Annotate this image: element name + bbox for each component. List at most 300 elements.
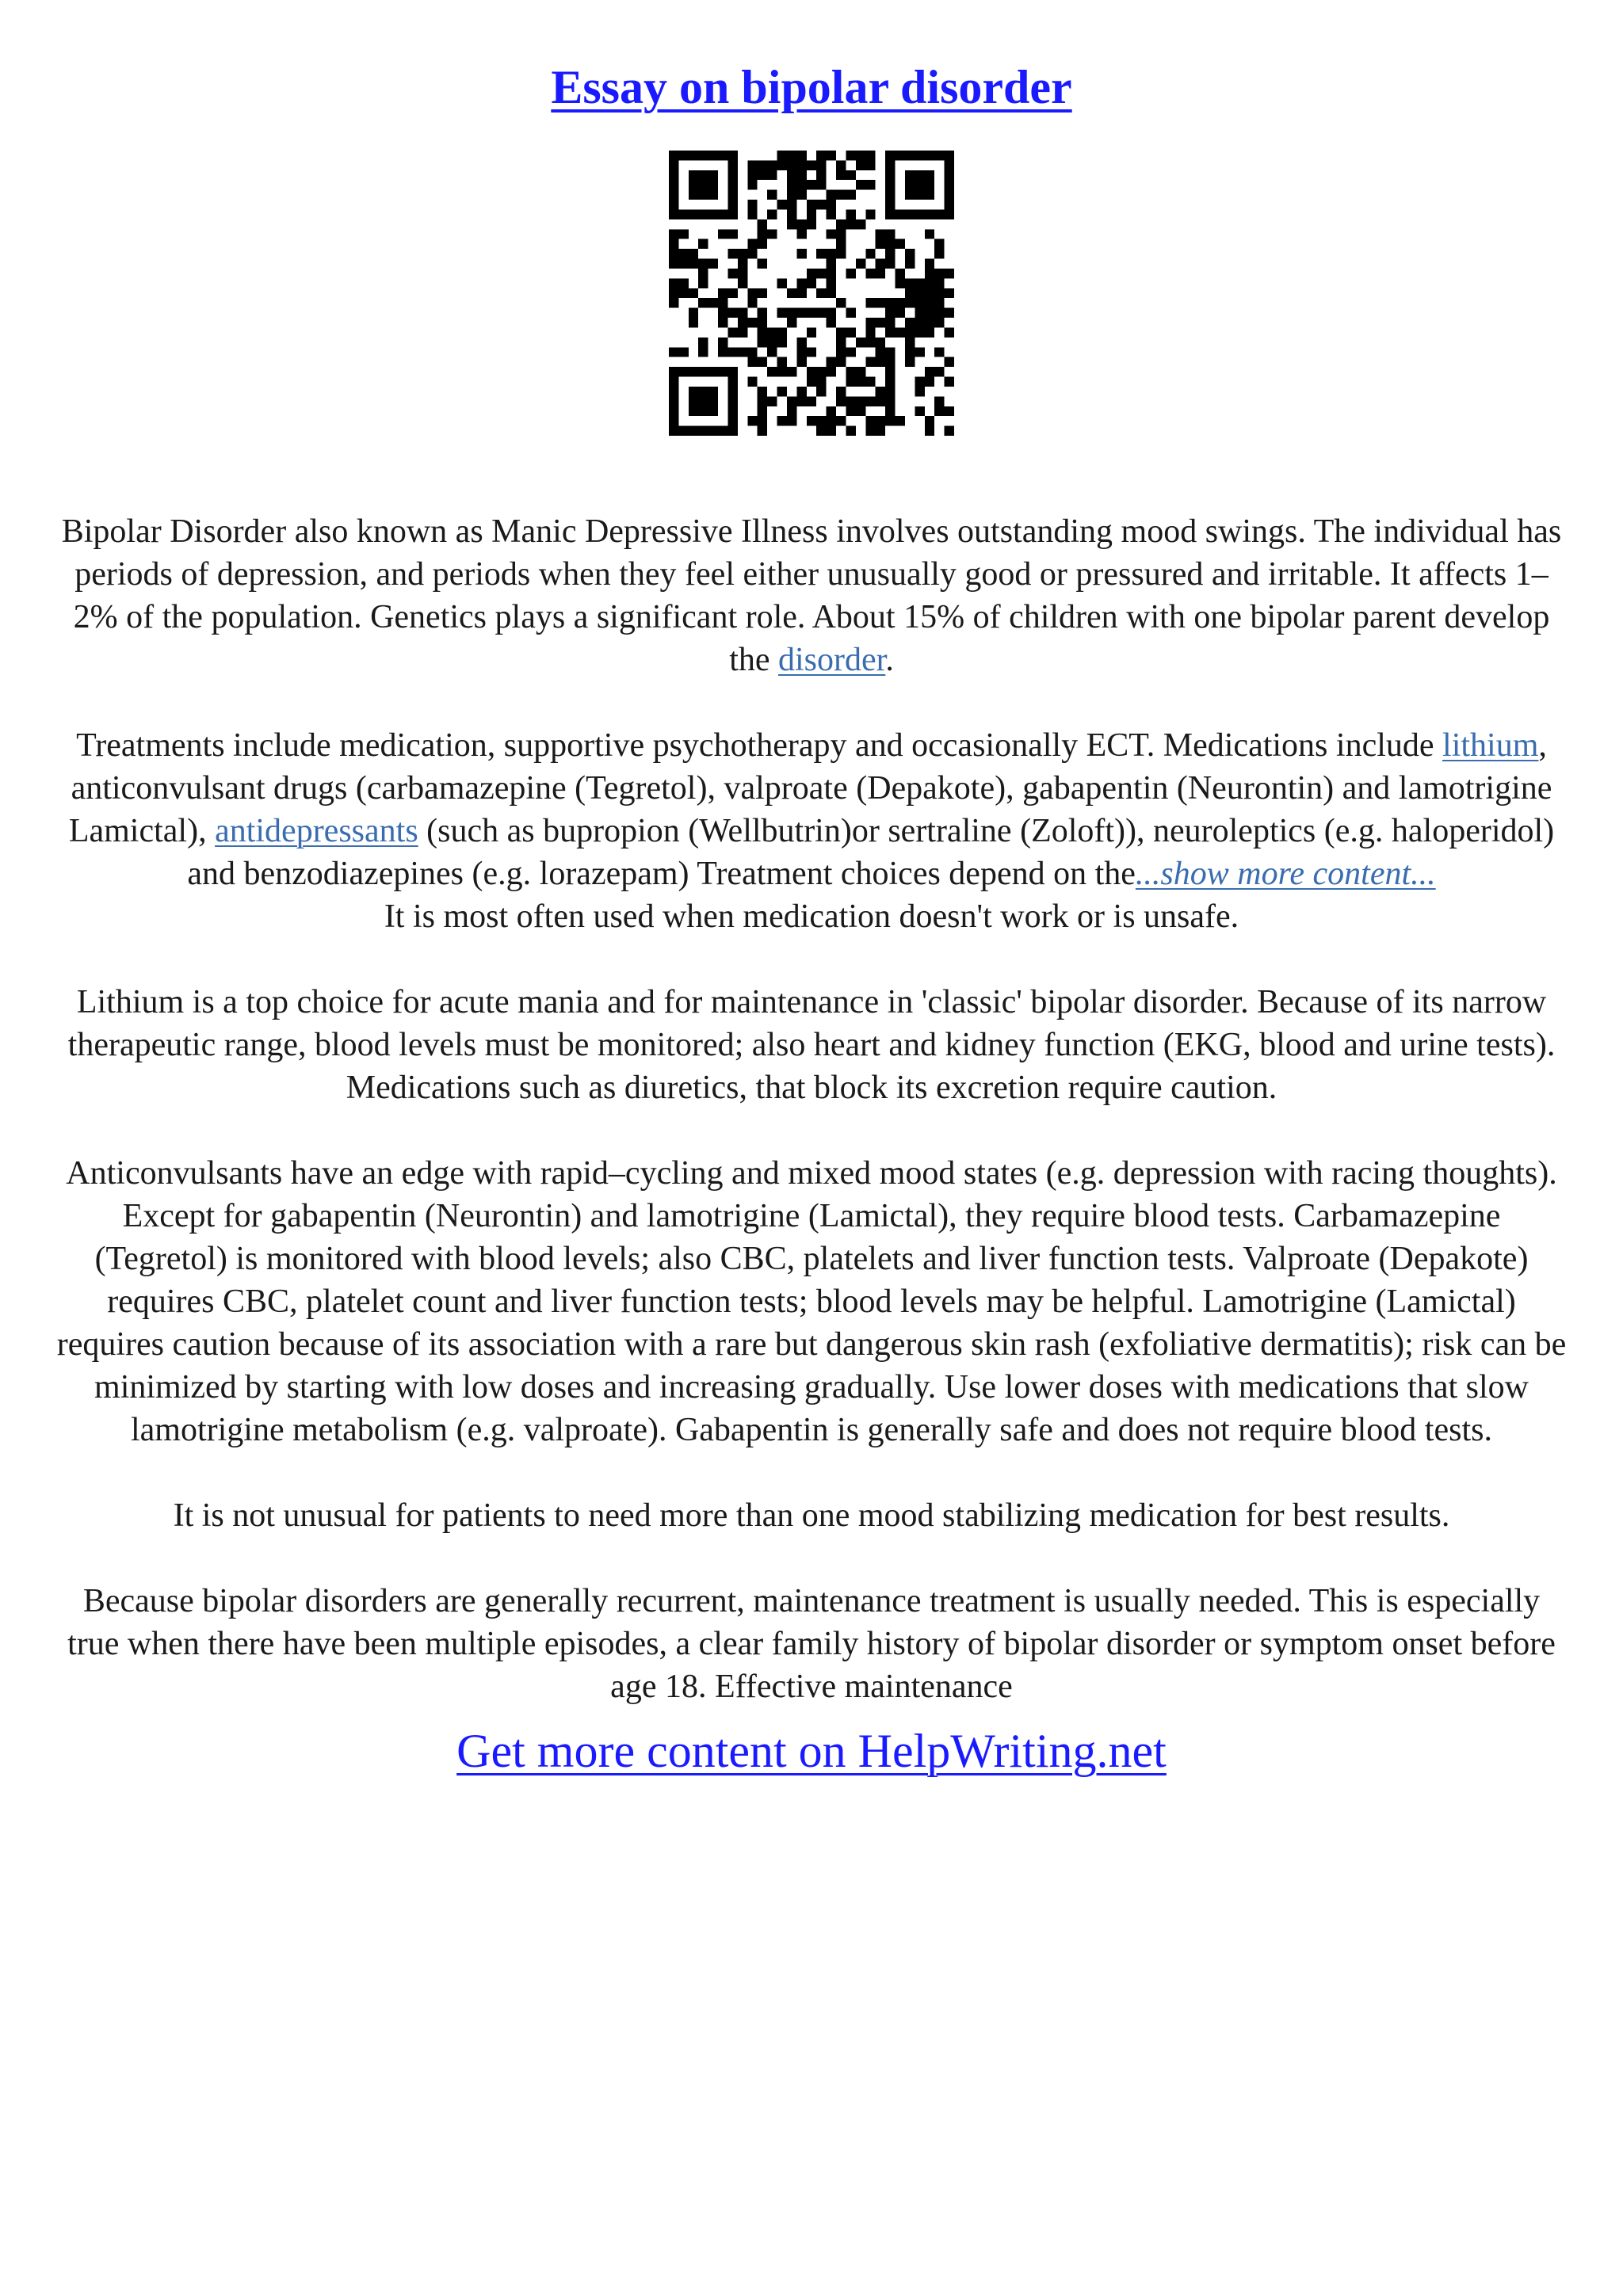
qr-module bbox=[669, 396, 678, 406]
qr-module bbox=[787, 406, 796, 416]
qr-module bbox=[885, 190, 895, 200]
qr-module bbox=[718, 298, 727, 307]
qr-module bbox=[846, 327, 855, 337]
qr-module bbox=[747, 200, 757, 209]
qr-module bbox=[747, 318, 757, 327]
qr-module bbox=[807, 200, 816, 209]
qr-module bbox=[925, 298, 934, 307]
antidepressants-link[interactable]: antidepressants bbox=[215, 813, 418, 849]
qr-module bbox=[727, 200, 737, 209]
qr-module bbox=[777, 387, 787, 396]
qr-module bbox=[885, 298, 895, 307]
qr-module bbox=[758, 327, 767, 337]
qr-module bbox=[796, 151, 806, 160]
qr-module bbox=[885, 239, 895, 249]
qr-module bbox=[827, 416, 836, 425]
qr-module bbox=[865, 249, 875, 258]
qr-module bbox=[905, 318, 915, 327]
qr-module bbox=[777, 151, 787, 160]
qr-module bbox=[758, 308, 767, 318]
qr-module bbox=[885, 308, 895, 318]
qr-module bbox=[876, 229, 885, 238]
qr-module bbox=[678, 249, 688, 258]
qr-module bbox=[827, 269, 836, 278]
qr-module bbox=[865, 327, 875, 337]
qr-module bbox=[945, 200, 954, 209]
qr-module bbox=[807, 308, 816, 318]
qr-module bbox=[767, 229, 777, 238]
qr-module bbox=[758, 259, 767, 269]
qr-module bbox=[846, 269, 855, 278]
qr-module bbox=[718, 151, 727, 160]
qr-module bbox=[767, 160, 777, 170]
qr-module bbox=[925, 416, 934, 425]
qr-module bbox=[758, 406, 767, 416]
qr-module bbox=[678, 259, 688, 269]
qr-module bbox=[934, 308, 944, 318]
qr-module bbox=[787, 308, 796, 318]
qr-module bbox=[698, 396, 708, 406]
qr-module bbox=[905, 327, 915, 337]
qr-module bbox=[727, 406, 737, 416]
qr-module bbox=[787, 180, 796, 189]
qr-module bbox=[807, 347, 816, 357]
qr-module bbox=[758, 416, 767, 425]
qr-module bbox=[945, 377, 954, 387]
qr-module bbox=[856, 219, 865, 229]
qr-module bbox=[698, 387, 708, 396]
qr-module bbox=[698, 259, 708, 269]
qr-module bbox=[727, 308, 737, 318]
qr-module bbox=[885, 209, 895, 219]
qr-module bbox=[846, 219, 855, 229]
qr-module bbox=[836, 387, 846, 396]
qr-module bbox=[876, 426, 885, 436]
qr-module bbox=[846, 190, 855, 200]
qr-module bbox=[718, 347, 727, 357]
qr-code-icon bbox=[669, 151, 954, 436]
qr-module bbox=[727, 249, 737, 258]
qr-module bbox=[718, 229, 727, 238]
qr-module bbox=[896, 269, 905, 278]
qr-module bbox=[669, 180, 678, 189]
paragraph-treatments-text-c: (such as bupropion (Wellbutrin)or sertraline (Zoloft)), neuroleptics (e.g. haloperidol) and benzodiazepines (e.g. lorazepam) Treatment choices depend on the bbox=[187, 813, 1555, 892]
qr-module bbox=[787, 416, 796, 425]
qr-module bbox=[727, 229, 737, 238]
qr-module bbox=[846, 406, 855, 416]
qr-module bbox=[885, 180, 895, 189]
qr-module bbox=[807, 416, 816, 425]
qr-module bbox=[934, 396, 944, 406]
qr-module bbox=[945, 160, 954, 170]
qr-module bbox=[896, 416, 905, 425]
qr-module bbox=[767, 396, 777, 406]
qr-module bbox=[796, 170, 806, 180]
qr-module bbox=[777, 327, 787, 337]
qr-module bbox=[718, 367, 727, 376]
paragraph-intro-end: . bbox=[885, 642, 894, 678]
qr-module bbox=[669, 367, 678, 376]
qr-module bbox=[708, 406, 718, 416]
qr-module bbox=[727, 160, 737, 170]
qr-module bbox=[816, 180, 826, 189]
qr-module bbox=[905, 259, 915, 269]
qr-module bbox=[669, 347, 678, 357]
qr-module bbox=[816, 170, 826, 180]
qr-module bbox=[876, 259, 885, 269]
qr-module bbox=[925, 278, 934, 288]
qr-module bbox=[689, 209, 698, 219]
qr-module bbox=[865, 151, 875, 160]
qr-module bbox=[876, 396, 885, 406]
qr-module bbox=[727, 347, 737, 357]
qr-module bbox=[934, 298, 944, 307]
qr-module bbox=[846, 426, 855, 436]
qr-module bbox=[758, 288, 767, 298]
qr-module bbox=[885, 377, 895, 387]
qr-module bbox=[836, 239, 846, 249]
qr-module bbox=[827, 318, 836, 327]
qr-module bbox=[896, 308, 905, 318]
qr-module bbox=[708, 259, 718, 269]
qr-module bbox=[885, 327, 895, 337]
qr-module bbox=[669, 288, 678, 298]
qr-module bbox=[827, 200, 836, 209]
qr-module bbox=[827, 308, 836, 318]
qr-module bbox=[925, 426, 934, 436]
qr-module bbox=[885, 396, 895, 406]
qr-module bbox=[896, 239, 905, 249]
qr-module bbox=[807, 396, 816, 406]
qr-module bbox=[669, 209, 678, 219]
qr-module bbox=[836, 170, 846, 180]
qr-module bbox=[698, 209, 708, 219]
qr-module bbox=[915, 387, 924, 396]
qr-module bbox=[777, 357, 787, 367]
essay-title-link[interactable]: Essay on bipolar disorder bbox=[551, 61, 1072, 113]
qr-module bbox=[925, 269, 934, 278]
paragraph-anticonvulsants: Anticonvulsants have an edge with rapid–cycling and mixed mood states (e.g. depression with racing thoughts). Except for gabapentin (Neurontin) and lamotrigine (Lamictal), they require blood tests. Carbamazepine (Tegretol) is monitored with blood levels; also CBC, platelets and liver function tests. Valproate (Depakote) requires CBC, platelet count and liver function tests; blood levels may be helpful. Lamotrigine (Lamictal) requires caution because of its association with a rare but dangerous skin rash (exfoliative dermatitis); risk can be minimized by starting with low doses and increasing gradually. Use lower doses with medications that slow lamotrigine metabolism (e.g. valproate). Gabapentin is generally safe and does not require blood tests. bbox=[56, 1155, 1567, 1448]
qr-module bbox=[777, 338, 787, 347]
qr-module bbox=[698, 269, 708, 278]
qr-module bbox=[807, 219, 816, 229]
qr-module bbox=[777, 308, 787, 318]
qr-module bbox=[796, 308, 806, 318]
qr-module bbox=[796, 229, 806, 238]
qr-module bbox=[885, 387, 895, 396]
qr-module bbox=[945, 327, 954, 337]
qr-module bbox=[758, 357, 767, 367]
qr-module bbox=[876, 269, 885, 278]
qr-module bbox=[738, 318, 747, 327]
qr-module bbox=[934, 406, 944, 416]
qr-module bbox=[718, 209, 727, 219]
qr-module bbox=[796, 278, 806, 288]
qr-module bbox=[905, 190, 915, 200]
qr-module bbox=[865, 298, 875, 307]
qr-module bbox=[787, 219, 796, 229]
qr-module bbox=[896, 327, 905, 337]
qr-module bbox=[827, 278, 836, 288]
qr-module bbox=[945, 180, 954, 189]
qr-module bbox=[787, 160, 796, 170]
qr-module bbox=[934, 278, 944, 288]
qr-module bbox=[747, 239, 757, 249]
qr-module bbox=[669, 259, 678, 269]
qr-module bbox=[836, 347, 846, 357]
qr-module bbox=[945, 269, 954, 278]
qr-module bbox=[678, 229, 688, 238]
qr-module bbox=[796, 396, 806, 406]
qr-module bbox=[905, 347, 915, 357]
qr-module bbox=[885, 160, 895, 170]
paragraph-intro-text: Bipolar Disorder also known as Manic Depressive Illness involves outstanding mood swings. The individual has periods of depression, and periods when they feel either unusually good or pressured and irritable. It affects 1–2% of the population. Genetics plays a significant role. About 15% of children with one bipolar parent develop the bbox=[61, 513, 1562, 678]
qr-module bbox=[836, 327, 846, 337]
qr-module bbox=[807, 160, 816, 170]
qr-module bbox=[896, 209, 905, 219]
helpwriting-footer-link[interactable]: Get more content on HelpWriting.net bbox=[456, 1725, 1167, 1777]
qr-module bbox=[727, 367, 737, 376]
qr-module bbox=[865, 269, 875, 278]
qr-module bbox=[915, 298, 924, 307]
qr-module bbox=[876, 318, 885, 327]
qr-module bbox=[945, 406, 954, 416]
qr-module bbox=[915, 180, 924, 189]
qr-module bbox=[856, 396, 865, 406]
qr-module bbox=[708, 180, 718, 189]
qr-module bbox=[827, 190, 836, 200]
paragraph-treatments bbox=[55, 724, 1568, 895]
qr-module bbox=[905, 298, 915, 307]
qr-module bbox=[777, 278, 787, 288]
qr-module bbox=[708, 170, 718, 180]
qr-module bbox=[905, 278, 915, 288]
lithium-link[interactable]: lithium bbox=[1442, 727, 1539, 764]
qr-module bbox=[689, 288, 698, 298]
qr-module bbox=[787, 170, 796, 180]
qr-module bbox=[865, 209, 875, 219]
qr-module bbox=[915, 288, 924, 298]
qr-module bbox=[796, 180, 806, 189]
qr-module bbox=[925, 190, 934, 200]
qr-module bbox=[905, 338, 915, 347]
qr-module bbox=[669, 229, 678, 238]
qr-module bbox=[915, 278, 924, 288]
qr-module bbox=[689, 387, 698, 396]
qr-module bbox=[787, 200, 796, 209]
qr-module bbox=[816, 387, 826, 396]
qr-module bbox=[827, 229, 836, 238]
paragraph-multiple-medications: It is not unusual for patients to need more than one mood stabilizing medication for best results. bbox=[173, 1497, 1450, 1534]
qr-module bbox=[669, 426, 678, 436]
qr-module bbox=[816, 200, 826, 209]
qr-module bbox=[925, 180, 934, 189]
qr-module bbox=[689, 180, 698, 189]
disorder-link[interactable]: disorder bbox=[778, 642, 886, 678]
qr-module bbox=[846, 308, 855, 318]
qr-module bbox=[945, 308, 954, 318]
qr-module bbox=[669, 377, 678, 387]
qr-module bbox=[738, 249, 747, 258]
qr-module bbox=[758, 239, 767, 249]
qr-module bbox=[807, 269, 816, 278]
qr-module bbox=[777, 200, 787, 209]
qr-module bbox=[689, 426, 698, 436]
qr-module bbox=[945, 426, 954, 436]
qr-module bbox=[876, 239, 885, 249]
qr-module bbox=[796, 219, 806, 229]
qr-module bbox=[718, 426, 727, 436]
qr-module bbox=[934, 151, 944, 160]
qr-module bbox=[678, 278, 688, 288]
qr-module bbox=[807, 367, 816, 376]
qr-module bbox=[669, 278, 678, 288]
qr-module bbox=[767, 347, 777, 357]
qr-module bbox=[698, 278, 708, 288]
qr-module bbox=[678, 367, 688, 376]
paragraph-lithium: Lithium is a top choice for acute mania and for maintenance in 'classic' bipolar disorder. Because of its narrow therapeutic range, blood levels must be monitored; also heart and kidney function (EKG, blood and urine tests). Medications such as diuretics, that block its excretion require caution. bbox=[67, 984, 1556, 1106]
qr-module bbox=[678, 347, 688, 357]
qr-module bbox=[689, 406, 698, 416]
qr-module bbox=[915, 170, 924, 180]
qr-module bbox=[678, 209, 688, 219]
qr-module bbox=[836, 190, 846, 200]
qr-module bbox=[678, 288, 688, 298]
qr-module bbox=[708, 387, 718, 396]
qr-module bbox=[915, 151, 924, 160]
qr-module bbox=[836, 396, 846, 406]
qr-module bbox=[915, 406, 924, 416]
qr-module bbox=[747, 180, 757, 189]
qr-module bbox=[945, 288, 954, 298]
qr-module bbox=[925, 367, 934, 376]
qr-module bbox=[905, 151, 915, 160]
qr-module bbox=[915, 209, 924, 219]
qr-module bbox=[934, 288, 944, 298]
qr-module bbox=[796, 357, 806, 367]
qr-module bbox=[727, 209, 737, 219]
qr-module bbox=[747, 416, 757, 425]
qr-module bbox=[708, 396, 718, 406]
qr-module bbox=[767, 327, 777, 337]
qr-module bbox=[727, 288, 737, 298]
qr-module bbox=[669, 239, 678, 249]
qr-module bbox=[698, 170, 708, 180]
qr-module bbox=[747, 347, 757, 357]
paragraph-intro bbox=[55, 510, 1568, 681]
qr-module bbox=[846, 377, 855, 387]
qr-module bbox=[925, 318, 934, 327]
qr-module bbox=[865, 377, 875, 387]
qr-module bbox=[787, 396, 796, 406]
qr-module bbox=[758, 160, 767, 170]
qr-module bbox=[689, 367, 698, 376]
qr-module bbox=[747, 160, 757, 170]
qr-module bbox=[727, 190, 737, 200]
qr-module bbox=[934, 239, 944, 249]
qr-module bbox=[689, 249, 698, 258]
qr-module bbox=[718, 288, 727, 298]
qr-module bbox=[925, 151, 934, 160]
qr-module bbox=[669, 170, 678, 180]
qr-code-graphic bbox=[669, 151, 954, 436]
qr-module bbox=[787, 367, 796, 376]
qr-module bbox=[787, 209, 796, 219]
qr-module bbox=[816, 151, 826, 160]
qr-module bbox=[698, 367, 708, 376]
qr-module bbox=[915, 308, 924, 318]
qr-module bbox=[777, 367, 787, 376]
qr-module bbox=[727, 416, 737, 425]
qr-module bbox=[758, 318, 767, 327]
qr-module bbox=[816, 416, 826, 425]
qr-module bbox=[896, 278, 905, 288]
qr-module bbox=[698, 239, 708, 249]
qr-module bbox=[846, 347, 855, 357]
qr-module bbox=[727, 180, 737, 189]
qr-module bbox=[747, 357, 757, 367]
qr-module bbox=[885, 259, 895, 269]
qr-module bbox=[767, 190, 777, 200]
qr-module bbox=[816, 269, 826, 278]
qr-module bbox=[727, 426, 737, 436]
qr-module bbox=[925, 327, 934, 337]
qr-module bbox=[796, 387, 806, 396]
qr-module bbox=[925, 377, 934, 387]
qr-module bbox=[865, 357, 875, 367]
qr-module bbox=[876, 338, 885, 347]
qr-module bbox=[856, 406, 865, 416]
qr-module bbox=[708, 426, 718, 436]
qr-module bbox=[925, 308, 934, 318]
qr-module bbox=[689, 190, 698, 200]
qr-module bbox=[689, 170, 698, 180]
qr-module bbox=[669, 406, 678, 416]
qr-module bbox=[698, 298, 708, 307]
qr-module bbox=[896, 151, 905, 160]
qr-module bbox=[747, 170, 757, 180]
qr-module bbox=[885, 200, 895, 209]
show-more-content-link[interactable]: ...show more content... bbox=[1135, 856, 1436, 892]
qr-module bbox=[925, 288, 934, 298]
qr-module bbox=[905, 357, 915, 367]
qr-module bbox=[915, 318, 924, 327]
qr-module bbox=[698, 151, 708, 160]
qr-module bbox=[905, 209, 915, 219]
essay-body bbox=[55, 510, 1568, 1708]
paragraph-ect-usage: It is most often used when medication doesn't work or is unsafe. bbox=[384, 898, 1239, 935]
qr-module bbox=[787, 190, 796, 200]
qr-module bbox=[727, 170, 737, 180]
qr-module bbox=[865, 160, 875, 170]
qr-module bbox=[767, 170, 777, 180]
qr-module bbox=[758, 229, 767, 238]
qr-module bbox=[827, 151, 836, 160]
qr-module bbox=[727, 151, 737, 160]
qr-module bbox=[945, 209, 954, 219]
qr-module bbox=[945, 151, 954, 160]
qr-module bbox=[915, 190, 924, 200]
qr-module bbox=[876, 387, 885, 396]
qr-module bbox=[807, 180, 816, 189]
qr-module bbox=[827, 259, 836, 269]
qr-module bbox=[836, 219, 846, 229]
qr-module bbox=[669, 249, 678, 258]
qr-module bbox=[934, 347, 944, 357]
qr-module bbox=[796, 249, 806, 258]
qr-module bbox=[787, 318, 796, 327]
qr-module bbox=[796, 160, 806, 170]
